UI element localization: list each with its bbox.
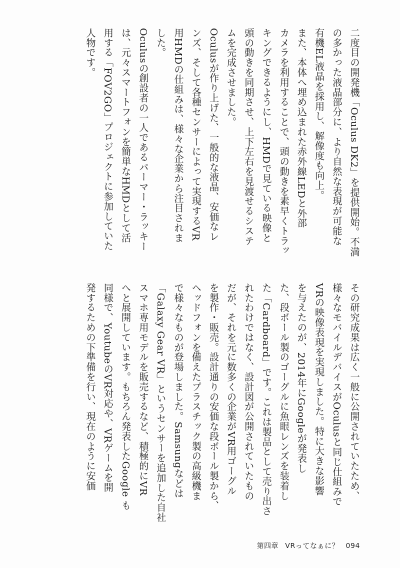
- text-line: また、本体へ埋め込まれた赤外線LEDと外部: [295, 28, 307, 229]
- text-line: を製作・販売。設計通りの安価な段ボール製から、: [207, 283, 219, 511]
- text-line: た「Cardboard」です。これは製品として売り出さ: [260, 283, 272, 517]
- text-line: その研究成果は広く一般に公開されていたため、: [348, 283, 359, 501]
- page-number: 094: [345, 542, 360, 550]
- text-line: VRの映像表現を実現しました。特に大きな影響: [312, 283, 324, 496]
- text-line: れたわけではなく、設計図が公開されていたもの: [242, 283, 254, 501]
- text-line: ヘッドフォンを備えたプラスチック製の高級機ま: [189, 283, 201, 501]
- text-line: 同様で、YoutubeのVR対応や、VRゲームを開: [101, 283, 113, 493]
- text-line: た、段ボール製のゴーグルに魚眼レンズを装着し: [277, 283, 289, 501]
- text-line: 用HMDの仕組みは、様々な企業から注目されま: [172, 28, 184, 243]
- text-line: 人物です。: [84, 28, 96, 78]
- page-footer: [253, 541, 360, 551]
- text-line: キングできるようにし、HMDで見ている映像と: [260, 28, 272, 243]
- text-line: だが、それを元に数多くの企業がVR用ゴーグル: [224, 283, 236, 496]
- text-line: した。: [154, 28, 166, 58]
- text-line: スマホ専用モデルを販売するなど、積極的にVR: [136, 283, 148, 496]
- text-line: 「Galaxy Gear VR」というセンサーを追加した自社: [154, 283, 166, 523]
- text-line: 二度目の開発機「Oculus DK2」を提供開始。不満: [348, 28, 359, 257]
- text-line: で様々なものが登場しました。Samsungなどは: [172, 283, 184, 499]
- text-line: Oculusが作り上げた、一般的な液晶、安価なレ: [207, 28, 219, 242]
- text-line: は、元々スマートフォンを簡単なHMDとして活: [119, 28, 131, 243]
- text-line: Oculusの創設者の一人であるパーマー・ラッキー: [136, 28, 148, 252]
- text-line: 発するための下準備を行い、現在のように安価: [84, 283, 96, 491]
- text-line: 用する「FOV2GO」プロジェクトに参加していた: [101, 28, 113, 251]
- text-column-top: [81, 28, 363, 257]
- text-line: カメラを利用することで、頭の動きを素早くトラッ: [277, 28, 289, 256]
- text-line: 頭の動きを同期させ、上下左右を見渡せるシステ: [242, 28, 254, 246]
- text-line: ンズ、そして各種センサーによって実現するVR: [189, 28, 201, 241]
- text-line: を与えたのが、2014年にGoogleが発表し: [295, 283, 307, 474]
- text-line: の多かった液晶部分に、より自然な表現が可能な: [330, 28, 342, 246]
- footer-title: VRってなぁに？: [285, 542, 340, 550]
- text-line: 有機EL液晶を採用し、解像度も向上。: [312, 28, 324, 201]
- text-line: へと展開しています。もちろん発表したGoogle も: [119, 283, 131, 511]
- text-column-bottom: [81, 283, 363, 523]
- footer-chapter: 第四章: [256, 542, 279, 550]
- text-line: 様々なモバイルデバイスがOculusと同じ仕組みで: [330, 283, 342, 507]
- text-line: ムを完成させました。: [224, 28, 236, 127]
